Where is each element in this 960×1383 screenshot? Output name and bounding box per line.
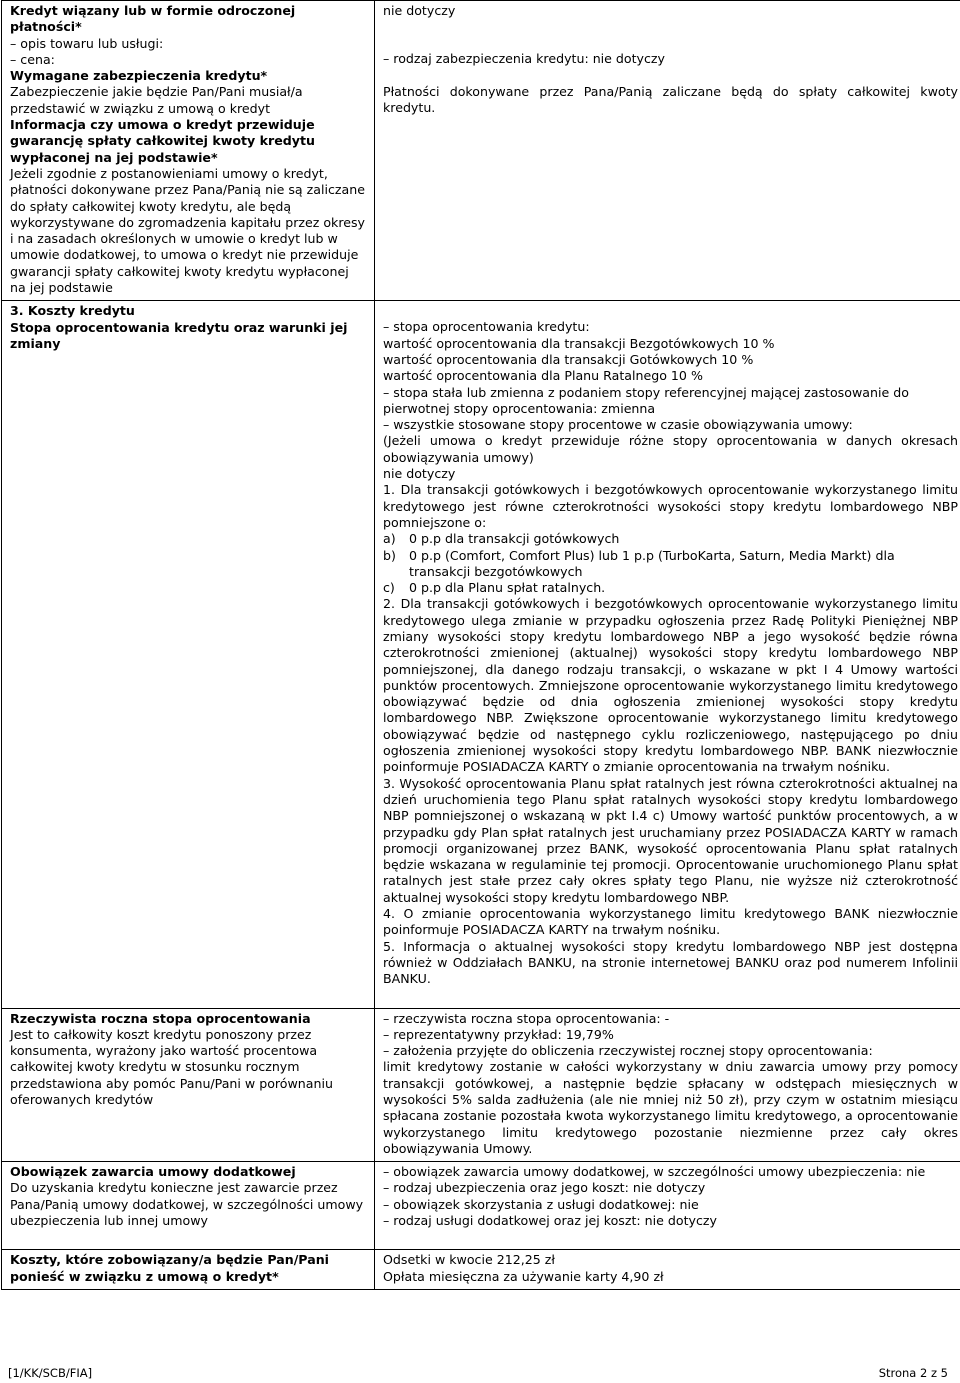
section-heading: Kredyt wiązany lub w formie odroczonej płatności* (10, 3, 296, 35)
list-marker: b) (383, 547, 396, 563)
label-cell (2, 1, 375, 301)
paragraph: wartość oprocentowania dla Planu Ratalnego 10 % (383, 368, 703, 384)
paragraph: Odsetki w kwocie 212,25 zł (383, 1252, 555, 1268)
spacer (383, 988, 958, 1004)
paragraph: 1. Dla transakcji gotówkowych i bezgotówkowych oprocentowanie wykorzystanego limitu kredytowego jest równe czterokrotności wysokości stopy kredytu lombardowego NBP pomniejszone o: (383, 482, 958, 530)
list-text: 0 p.p dla Planu spłat ratalnych. (409, 580, 606, 596)
section-heading: Stopa oprocentowania kredytu oraz warunki jej zmiany (10, 319, 348, 351)
paragraph: Do uzyskania kredytu konieczne jest zawarcie przez Pana/Panią umowy dodatkowej, w szczególności umowy ubezpieczenia lub innej umowy (10, 1180, 364, 1229)
spacer (10, 1108, 368, 1124)
table-row (2, 301, 960, 1008)
spacer (10, 1124, 368, 1140)
paragraph: Płatności dokonywane przez Pana/Panią zaliczane będą do spłaty całkowitej kwoty kredytu. (383, 83, 958, 115)
paragraph: – reprezentatywny przykład: 19,79% (383, 1026, 614, 1042)
paragraph: – rodzaj usługi dodatkowej oraz jej koszt: nie dotyczy (383, 1213, 717, 1229)
table-row (2, 1008, 960, 1162)
spacer (383, 19, 958, 35)
paragraph: nie dotyczy (383, 466, 456, 482)
paragraph: – stopa stała lub zmienna z podaniem stopy referencyjnej mającej zastosowanie do pierwotnej stopy oprocentowania: zmienna (383, 384, 909, 416)
section-heading: Informacja czy umowa o kredyt przewiduje gwarancję spłaty całkowitej kwoty kredytu wypłaconej na jej podstawie* (10, 117, 315, 165)
paragraph: wartość oprocentowania dla transakcji Gotówkowych 10 % (383, 351, 754, 367)
value-cell (375, 1, 960, 301)
page-number: Strona 2 z 5 (878, 1366, 948, 1380)
paragraph: – rodzaj ubezpieczenia oraz jego koszt: nie dotyczy (383, 1180, 706, 1196)
value-cell (375, 1008, 960, 1162)
label-cell (2, 1250, 375, 1290)
paragraph: – obowiązek zawarcia umowy dodatkowej, w szczególności umowy ubezpieczenia: nie (383, 1164, 926, 1180)
section-heading: Wymagane zabezpieczenia kredytu* (10, 68, 268, 84)
paragraph: – stopa oprocentowania kredytu: (383, 319, 590, 335)
label-cell (2, 1008, 375, 1162)
paragraph: 5. Informacja o aktualnej wysokości stopy kredytu lombardowego NBP jest dostępna również w Oddziałach BANKU, na stronie internetowej BANKU oraz pod numerem Infolinii BANKU. (383, 938, 958, 987)
section-heading: Obowiązek zawarcia umowy dodatkowej (10, 1164, 296, 1180)
label-cell (2, 1162, 375, 1250)
list-text: 0 p.p (Comfort, Comfort Plus) lub 1 p.p (TurboKarta, Saturn, Media Markt) dla transakcji bezgotówkowych (409, 547, 895, 579)
table-row (2, 1250, 960, 1290)
paragraph: – obowiązek skorzystania z usługi dodatkowej: nie (383, 1196, 699, 1212)
paragraph: nie dotyczy (383, 3, 456, 18)
paragraph: limit kredytowy zostanie w całości wykorzystany w dniu zawarcia umowy przy pomocy transakcji gotówkowej, a następnie będzie spłacany w odstępach miesięcznych w wysokości 5% salda zadłużenia (ale nie mniej niż 50 zł), przy czym w ostatnim miesiącu spłacana zostanie pozostała kwota wykorzystanego limitu kredytowego, a oprocentowanie wykorzystanego limitu kredytowego pozostanie niezmienne przez cały okres obowiązywania Umowy. (383, 1059, 958, 1156)
paragraph: Opłata miesięczna za używanie karty 4,90 zł (383, 1268, 664, 1284)
sub-list-item (383, 548, 958, 581)
value-cell (375, 1162, 960, 1250)
credit-info-table (1, 0, 960, 1290)
paragraph: – rzeczywista roczna stopa oprocentowania: - (383, 1010, 670, 1026)
sub-list-item (383, 580, 958, 596)
list-marker: c) (383, 580, 395, 596)
spacer (383, 68, 958, 84)
paragraph: – wszystkie stosowane stopy procentowe w czasie obowiązywania umowy: (383, 417, 853, 433)
value-cell (375, 1250, 960, 1290)
section-heading: Koszty, które zobowiązany/a będzie Pan/Pani ponieść w związku z umową o kredyt* (10, 1252, 329, 1284)
list-text: 0 p.p dla transakcji gotówkowych (409, 531, 620, 547)
paragraph: Jest to całkowity koszt kredytu ponoszony przez konsumenta, wyrażony jako wartość procentowa całkowitej kwoty kredytu w stosunku rocznym przedstawiona aby pomóc Panu/Pani w porównaniu oferowanych kredytów (10, 1026, 333, 1107)
table-row (2, 1, 960, 301)
sub-list (383, 531, 958, 596)
paragraph: 2. Dla transakcji gotówkowych i bezgotówkowych oprocentowanie wykorzystanego limitu kredytowego ulega zmianie w przypadku ogłoszenia przez Radę Polityki Pieniężnej NBP zmiany wysokości stopy kredytu lombardowego NBP a jego wysokość będzie równa czterokrotności zmienionej (aktualnej) wysokości stopy kredytu lombardowego NBP pomniejszonej, dla danego rodzaju transakcji, o wskazane w pkt I 4 Umowy wartości punktów procentowych. Zmniejszone oprocentowanie wykorzystanego limitu kredytowego obowiązywać będzie od dnia ogłoszenia zmienionej wysokości stopy kredytu lombardowego NBP. Zwiększone oprocentowanie wykorzystanego limitu kredytowego obowiązywać będzie od następnego cyklu rozliczeniowego, następującego po dniu ogłoszenia zmienionej wysokości stopy kredytu lombardowego NBP. BANK niezwłocznie poinformuje POSIADACZA KARTY o zmianie oprocentowania na trwałym nośniku. (383, 596, 958, 775)
document-code: [1/KK/SCB/FIA] (8, 1366, 93, 1380)
spacer (383, 303, 958, 319)
sub-list-item (383, 531, 958, 547)
page-footer (8, 1366, 948, 1380)
spacer (383, 35, 958, 51)
table-row (2, 1162, 960, 1250)
paragraph: Zabezpieczenie jakie będzie Pan/Pani musiał/a przedstawić w związku z umową o kredyt (10, 84, 303, 116)
paragraph: 3. Wysokość oprocentowania Planu spłat ratalnych jest równa czterokrotności aktualnej na dzień uruchomienia tego Planu spłat ratalnych wysokości stopy kredytu lombardowego NBP pomniejszonej o wskazaną w pkt I.4 c) Umowy wartość punktów procentowych, a w przypadku gdy Plan spłat ratalnych jest uruchamiany przez POSIADACZA KARTY w ramach promocji organizowanej przez BANK, wysokość oprocentowania Planu spłat ratalnych będzie wskazana w regulaminie tej promocji. Oprocentowanie uruchomionego Planu spłat ratalnych jest stałe przez cały okres spłaty tego Planu, nie wyższe niż czterokrotność aktualnej wysokości stopy kredytu lombardowego NBP. (383, 775, 958, 905)
paragraph: (Jeżeli umowa o kredyt przewiduje różne stopy oprocentowania w danych okresach obowiązywania umowy) (383, 433, 958, 465)
value-cell (375, 301, 960, 1008)
paragraph: wartość oprocentowania dla transakcji Bezgotówkowych 10 % (383, 335, 775, 351)
section-heading: Rzeczywista roczna stopa oprocentowania (10, 1010, 311, 1026)
section-heading: 3. Koszty kredytu (10, 303, 135, 319)
label-cell (2, 301, 375, 1008)
paragraph: – cena: (10, 51, 55, 67)
spacer (10, 1229, 368, 1245)
paragraph: Jeżeli zgodnie z postanowieniami umowy o kredyt, płatności dokonywane przez Pana/Panią nie są zaliczane do spłaty całkowitej kwoty kredytu, ale będą wykorzystywane do zgromadzenia kapitału przez okresy i na zasadach określonych w umowie o kredyt lub w umowie dodatkowej, to umowa o kredyt nie przewiduje gwarancji spłaty całkowitej kwoty kredytu wypłaconej na jej podstawie (10, 165, 366, 296)
paragraph: – opis towaru lub usługi: (10, 35, 164, 51)
paragraph: – założenia przyjęte do obliczenia rzeczywistej rocznej stopy oprocentowania: (383, 1043, 873, 1059)
paragraph: – rodzaj zabezpieczenia kredytu: nie dotyczy (383, 51, 666, 67)
list-marker: a) (383, 531, 396, 547)
paragraph: 4. O zmianie oprocentowania wykorzystanego limitu kredytowego BANK niezwłocznie poinformuje POSIADACZA KARTY na trwałym nośniku. (383, 906, 958, 938)
